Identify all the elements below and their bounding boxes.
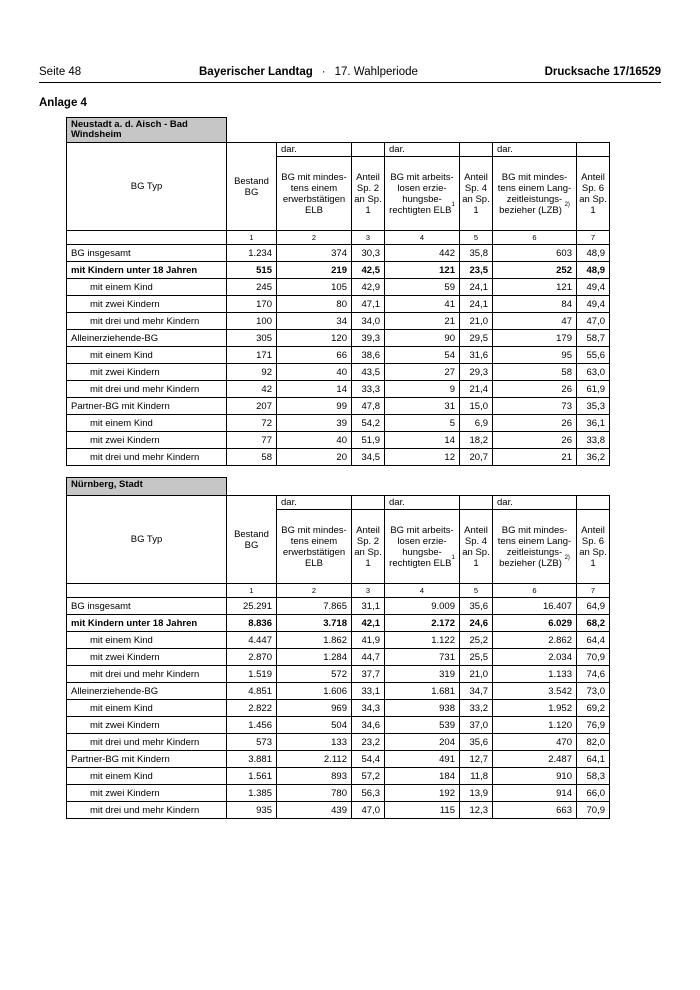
column-number: 6 [493, 584, 577, 598]
cell-value: 9 [385, 381, 460, 398]
cell-value: 25,5 [460, 649, 493, 666]
header-dar: dar. [493, 143, 577, 157]
row-label: mit einem Kind [67, 768, 227, 785]
annex-title: Anlage 4 [39, 97, 87, 109]
cell-value: 44,7 [352, 649, 385, 666]
header-col4: BG mit arbeits-losen erzie-hungsbe-rechtigten ELB$^1$ [385, 157, 460, 231]
publisher: Bayerischer Landtag [199, 66, 313, 78]
cell-value: 1.456 [227, 717, 277, 734]
table-row [67, 649, 610, 666]
header-dar: dar. [493, 496, 577, 510]
cell-value: 1.561 [227, 768, 277, 785]
row-label: mit drei und mehr Kindern [67, 381, 227, 398]
cell-value: 56,3 [352, 785, 385, 802]
cell-value: 58,7 [577, 330, 610, 347]
cell-value: 6,9 [460, 415, 493, 432]
cell-value: 47 [493, 313, 577, 330]
cell-value: 170 [227, 296, 277, 313]
cell-value: 47,0 [577, 313, 610, 330]
cell-value: 3.718 [277, 615, 352, 632]
cell-value: 115 [385, 802, 460, 819]
cell-value: 31,6 [460, 347, 493, 364]
column-numbers-row [67, 231, 610, 245]
table-row [67, 398, 610, 415]
cell-value: 35,6 [460, 734, 493, 751]
column-number: 5 [460, 231, 493, 245]
cell-value: 572 [277, 666, 352, 683]
cell-value: 3.542 [493, 683, 577, 700]
cell-value: 77 [227, 432, 277, 449]
cell-value: 663 [493, 802, 577, 819]
header-col4: BG mit arbeits-losen erzie-hungsbe-rechtigten ELB$^1$ [385, 510, 460, 584]
cell-value: 245 [227, 279, 277, 296]
row-label: mit zwei Kindern [67, 649, 227, 666]
cell-value: 68,2 [577, 615, 610, 632]
table-row [67, 279, 610, 296]
header-center [199, 66, 418, 78]
cell-value: 2.172 [385, 615, 460, 632]
table-row [67, 381, 610, 398]
cell-value: 59 [385, 279, 460, 296]
cell-value: 70,9 [577, 802, 610, 819]
cell-value: 1.681 [385, 683, 460, 700]
cell-value: 49,4 [577, 279, 610, 296]
cell-value: 35,8 [460, 245, 493, 262]
cell-value: 2.870 [227, 649, 277, 666]
cell-value: 92 [227, 364, 277, 381]
cell-value: 969 [277, 700, 352, 717]
cell-value: 63,0 [577, 364, 610, 381]
cell-value: 42,5 [352, 262, 385, 279]
header-col7: Anteil Sp. 6 an Sp. 1 [577, 157, 610, 231]
cell-value: 133 [277, 734, 352, 751]
cell-value: 54,2 [352, 415, 385, 432]
cell-value: 1.606 [277, 683, 352, 700]
cell-value: 219 [277, 262, 352, 279]
statistics-table-nuernberg [66, 477, 610, 819]
table-row [67, 666, 610, 683]
table-row [67, 296, 610, 313]
cell-value: 29,3 [460, 364, 493, 381]
cell-value: 1.122 [385, 632, 460, 649]
row-label: Partner-BG mit Kindern [67, 398, 227, 415]
cell-value: 14 [277, 381, 352, 398]
cell-value: 539 [385, 717, 460, 734]
cell-value: 184 [385, 768, 460, 785]
table-row [67, 751, 610, 768]
cell-value: 48,9 [577, 262, 610, 279]
cell-value: 35,6 [460, 598, 493, 615]
column-number: 6 [493, 231, 577, 245]
cell-value: 90 [385, 330, 460, 347]
cell-value: 40 [277, 364, 352, 381]
row-label: mit drei und mehr Kindern [67, 449, 227, 466]
cell-value: 57,2 [352, 768, 385, 785]
column-number: 2 [277, 231, 352, 245]
cell-value: 41,9 [352, 632, 385, 649]
header-col5: Anteil Sp. 4 an Sp. 1 [460, 510, 493, 584]
row-label: BG insgesamt [67, 598, 227, 615]
row-label: Partner-BG mit Kindern [67, 751, 227, 768]
cell-value: 48,9 [577, 245, 610, 262]
column-number: 3 [352, 584, 385, 598]
cell-value: 47,1 [352, 296, 385, 313]
table-row [67, 432, 610, 449]
cell-value: 27 [385, 364, 460, 381]
cell-value: 7.865 [277, 598, 352, 615]
cell-value: 439 [277, 802, 352, 819]
cell-value: 58 [493, 364, 577, 381]
cell-value: 95 [493, 347, 577, 364]
cell-value: 36,2 [577, 449, 610, 466]
cell-value: 504 [277, 717, 352, 734]
table-row [67, 415, 610, 432]
column-number: 1 [227, 584, 277, 598]
page-number: Seite 48 [39, 66, 82, 78]
header-col2: BG mit mindes-tens einem erwerbstätigen ELB [277, 510, 352, 584]
cell-value: 23,5 [460, 262, 493, 279]
cell-value: 42,9 [352, 279, 385, 296]
row-label: mit einem Kind [67, 700, 227, 717]
cell-value: 1.385 [227, 785, 277, 802]
cell-value: 38,6 [352, 347, 385, 364]
header-col5: Anteil Sp. 4 an Sp. 1 [460, 157, 493, 231]
cell-value: 120 [277, 330, 352, 347]
cell-value: 14 [385, 432, 460, 449]
cell-value: 12,3 [460, 802, 493, 819]
cell-value: 21,0 [460, 313, 493, 330]
header-col3: Anteil Sp. 2 an Sp. 1 [352, 510, 385, 584]
table-row [67, 245, 610, 262]
cell-value: 74,6 [577, 666, 610, 683]
cell-value: 33,2 [460, 700, 493, 717]
cell-value: 6.029 [493, 615, 577, 632]
cell-value: 70,9 [577, 649, 610, 666]
cell-value: 24,1 [460, 279, 493, 296]
cell-value: 29,5 [460, 330, 493, 347]
header-col6: BG mit mindes-tens einem Lang-zeitleistungs-bezieher (LZB) $^{2)}$ [493, 157, 577, 231]
column-numbers-row [67, 584, 610, 598]
header-col6: BG mit mindes-tens einem Lang-zeitleistungs-bezieher (LZB) $^{2)}$ [493, 510, 577, 584]
cell-value: 1.862 [277, 632, 352, 649]
cell-value: 51,9 [352, 432, 385, 449]
cell-value: 69,2 [577, 700, 610, 717]
cell-value: 179 [493, 330, 577, 347]
cell-value: 105 [277, 279, 352, 296]
cell-value: 2.112 [277, 751, 352, 768]
cell-value: 2.487 [493, 751, 577, 768]
row-label: mit einem Kind [67, 632, 227, 649]
cell-value: 12,7 [460, 751, 493, 768]
cell-value: 13,9 [460, 785, 493, 802]
column-number: 5 [460, 584, 493, 598]
cell-value: 1.120 [493, 717, 577, 734]
row-label: mit Kindern unter 18 Jahren [67, 615, 227, 632]
cell-value: 64,4 [577, 632, 610, 649]
table-row [67, 262, 610, 279]
cell-value: 47,0 [352, 802, 385, 819]
table-row [67, 734, 610, 751]
cell-value: 5 [385, 415, 460, 432]
cell-value: 573 [227, 734, 277, 751]
row-label: Alleinerziehende-BG [67, 330, 227, 347]
cell-value: 34,7 [460, 683, 493, 700]
cell-value: 66,0 [577, 785, 610, 802]
table-row [67, 683, 610, 700]
column-number: 7 [577, 584, 610, 598]
row-label: mit drei und mehr Kindern [67, 734, 227, 751]
cell-value: 23,2 [352, 734, 385, 751]
table-row [67, 785, 610, 802]
cell-value: 58,3 [577, 768, 610, 785]
table-row [67, 700, 610, 717]
column-number: 3 [352, 231, 385, 245]
row-label: mit einem Kind [67, 415, 227, 432]
header-dar: dar. [385, 496, 460, 510]
row-label: mit einem Kind [67, 347, 227, 364]
cell-value: 442 [385, 245, 460, 262]
header-dar: dar. [277, 496, 352, 510]
cell-value: 34,6 [352, 717, 385, 734]
cell-value: 43,5 [352, 364, 385, 381]
cell-value: 26 [493, 415, 577, 432]
cell-value: 42,1 [352, 615, 385, 632]
cell-value: 20,7 [460, 449, 493, 466]
cell-value: 33,1 [352, 683, 385, 700]
table-row [67, 347, 610, 364]
cell-value: 21,0 [460, 666, 493, 683]
cell-value: 80 [277, 296, 352, 313]
row-label: mit Kindern unter 18 Jahren [67, 262, 227, 279]
cell-value: 910 [493, 768, 577, 785]
column-number: 4 [385, 231, 460, 245]
cell-value: 893 [277, 768, 352, 785]
cell-value: 31,1 [352, 598, 385, 615]
cell-value: 55,6 [577, 347, 610, 364]
cell-value: 121 [385, 262, 460, 279]
header-bg-typ: BG Typ [67, 496, 227, 584]
table-row [67, 802, 610, 819]
cell-value: 66 [277, 347, 352, 364]
cell-value: 24,6 [460, 615, 493, 632]
cell-value: 12 [385, 449, 460, 466]
cell-value: 64,9 [577, 598, 610, 615]
cell-value: 37,7 [352, 666, 385, 683]
row-label: mit zwei Kindern [67, 432, 227, 449]
row-label: mit drei und mehr Kindern [67, 313, 227, 330]
cell-value: 31 [385, 398, 460, 415]
header-col7: Anteil Sp. 6 an Sp. 1 [577, 510, 610, 584]
cell-value: 26 [493, 381, 577, 398]
header-bestand: Bestand BG [227, 143, 277, 231]
legislative-period: 17. Wahlperiode [334, 66, 418, 78]
cell-value: 2.034 [493, 649, 577, 666]
column-number: 1 [227, 231, 277, 245]
header-bestand: Bestand BG [227, 496, 277, 584]
cell-value: 99 [277, 398, 352, 415]
cell-value: 33,8 [577, 432, 610, 449]
cell-value: 24,1 [460, 296, 493, 313]
table-row [67, 313, 610, 330]
cell-value: 37,0 [460, 717, 493, 734]
cell-value: 34,0 [352, 313, 385, 330]
cell-value: 39 [277, 415, 352, 432]
cell-value: 33,3 [352, 381, 385, 398]
cell-value: 731 [385, 649, 460, 666]
cell-value: 36,1 [577, 415, 610, 432]
cell-value: 54,4 [352, 751, 385, 768]
cell-value: 21 [385, 313, 460, 330]
header-separator: · [321, 66, 326, 78]
cell-value: 40 [277, 432, 352, 449]
header-dar: dar. [385, 143, 460, 157]
cell-value: 61,9 [577, 381, 610, 398]
cell-value: 73 [493, 398, 577, 415]
header-dar: dar. [277, 143, 352, 157]
row-label: mit einem Kind [67, 279, 227, 296]
row-label: mit zwei Kindern [67, 717, 227, 734]
cell-value: 3.881 [227, 751, 277, 768]
cell-value: 171 [227, 347, 277, 364]
cell-value: 4.851 [227, 683, 277, 700]
region-name: Nürnberg, Stadt [67, 478, 227, 496]
document-number: Drucksache 17/16529 [544, 66, 661, 78]
row-label: mit zwei Kindern [67, 296, 227, 313]
cell-value: 11,8 [460, 768, 493, 785]
cell-value: 935 [227, 802, 277, 819]
cell-value: 21 [493, 449, 577, 466]
table-row [67, 449, 610, 466]
cell-value: 15,0 [460, 398, 493, 415]
cell-value: 84 [493, 296, 577, 313]
cell-value: 41 [385, 296, 460, 313]
cell-value: 64,1 [577, 751, 610, 768]
table-row [67, 632, 610, 649]
cell-value: 491 [385, 751, 460, 768]
cell-value: 8.836 [227, 615, 277, 632]
cell-value: 35,3 [577, 398, 610, 415]
cell-value: 515 [227, 262, 277, 279]
cell-value: 9.009 [385, 598, 460, 615]
cell-value: 34,3 [352, 700, 385, 717]
cell-value: 30,3 [352, 245, 385, 262]
cell-value: 2.822 [227, 700, 277, 717]
cell-value: 603 [493, 245, 577, 262]
header-col2: BG mit mindes-tens einem erwerbstätigen ELB [277, 157, 352, 231]
column-number: 2 [277, 584, 352, 598]
table-row [67, 598, 610, 615]
cell-value: 25,2 [460, 632, 493, 649]
cell-value: 42 [227, 381, 277, 398]
cell-value: 1.519 [227, 666, 277, 683]
row-label: mit zwei Kindern [67, 785, 227, 802]
cell-value: 58 [227, 449, 277, 466]
cell-value: 1.284 [277, 649, 352, 666]
row-label: Alleinerziehende-BG [67, 683, 227, 700]
column-number: 7 [577, 231, 610, 245]
cell-value: 76,9 [577, 717, 610, 734]
cell-value: 16.407 [493, 598, 577, 615]
cell-value: 34,5 [352, 449, 385, 466]
cell-value: 319 [385, 666, 460, 683]
cell-value: 20 [277, 449, 352, 466]
cell-value: 305 [227, 330, 277, 347]
page-header [39, 62, 661, 83]
cell-value: 252 [493, 262, 577, 279]
cell-value: 2.862 [493, 632, 577, 649]
row-label: mit drei und mehr Kindern [67, 802, 227, 819]
table-row [67, 615, 610, 632]
region-name: Neustadt a. d. Aisch - Bad Windsheim [67, 118, 227, 143]
cell-value: 39,3 [352, 330, 385, 347]
cell-value: 25.291 [227, 598, 277, 615]
cell-value: 72 [227, 415, 277, 432]
cell-value: 1.133 [493, 666, 577, 683]
cell-value: 34 [277, 313, 352, 330]
cell-value: 4.447 [227, 632, 277, 649]
row-label: mit zwei Kindern [67, 364, 227, 381]
cell-value: 374 [277, 245, 352, 262]
cell-value: 82,0 [577, 734, 610, 751]
cell-value: 938 [385, 700, 460, 717]
cell-value: 121 [493, 279, 577, 296]
cell-value: 47,8 [352, 398, 385, 415]
cell-value: 470 [493, 734, 577, 751]
header-col3: Anteil Sp. 2 an Sp. 1 [352, 157, 385, 231]
cell-value: 26 [493, 432, 577, 449]
table-row [67, 330, 610, 347]
row-label: mit drei und mehr Kindern [67, 666, 227, 683]
cell-value: 54 [385, 347, 460, 364]
row-label: BG insgesamt [67, 245, 227, 262]
cell-value: 18,2 [460, 432, 493, 449]
header-bg-typ: BG Typ [67, 143, 227, 231]
table-row [67, 364, 610, 381]
cell-value: 49,4 [577, 296, 610, 313]
table-row [67, 717, 610, 734]
cell-value: 73,0 [577, 683, 610, 700]
cell-value: 192 [385, 785, 460, 802]
column-number: 4 [385, 584, 460, 598]
statistics-table-neustadt [66, 117, 610, 466]
cell-value: 207 [227, 398, 277, 415]
cell-value: 1.234 [227, 245, 277, 262]
cell-value: 914 [493, 785, 577, 802]
table-row [67, 768, 610, 785]
cell-value: 780 [277, 785, 352, 802]
cell-value: 204 [385, 734, 460, 751]
cell-value: 1.952 [493, 700, 577, 717]
cell-value: 100 [227, 313, 277, 330]
cell-value: 21,4 [460, 381, 493, 398]
